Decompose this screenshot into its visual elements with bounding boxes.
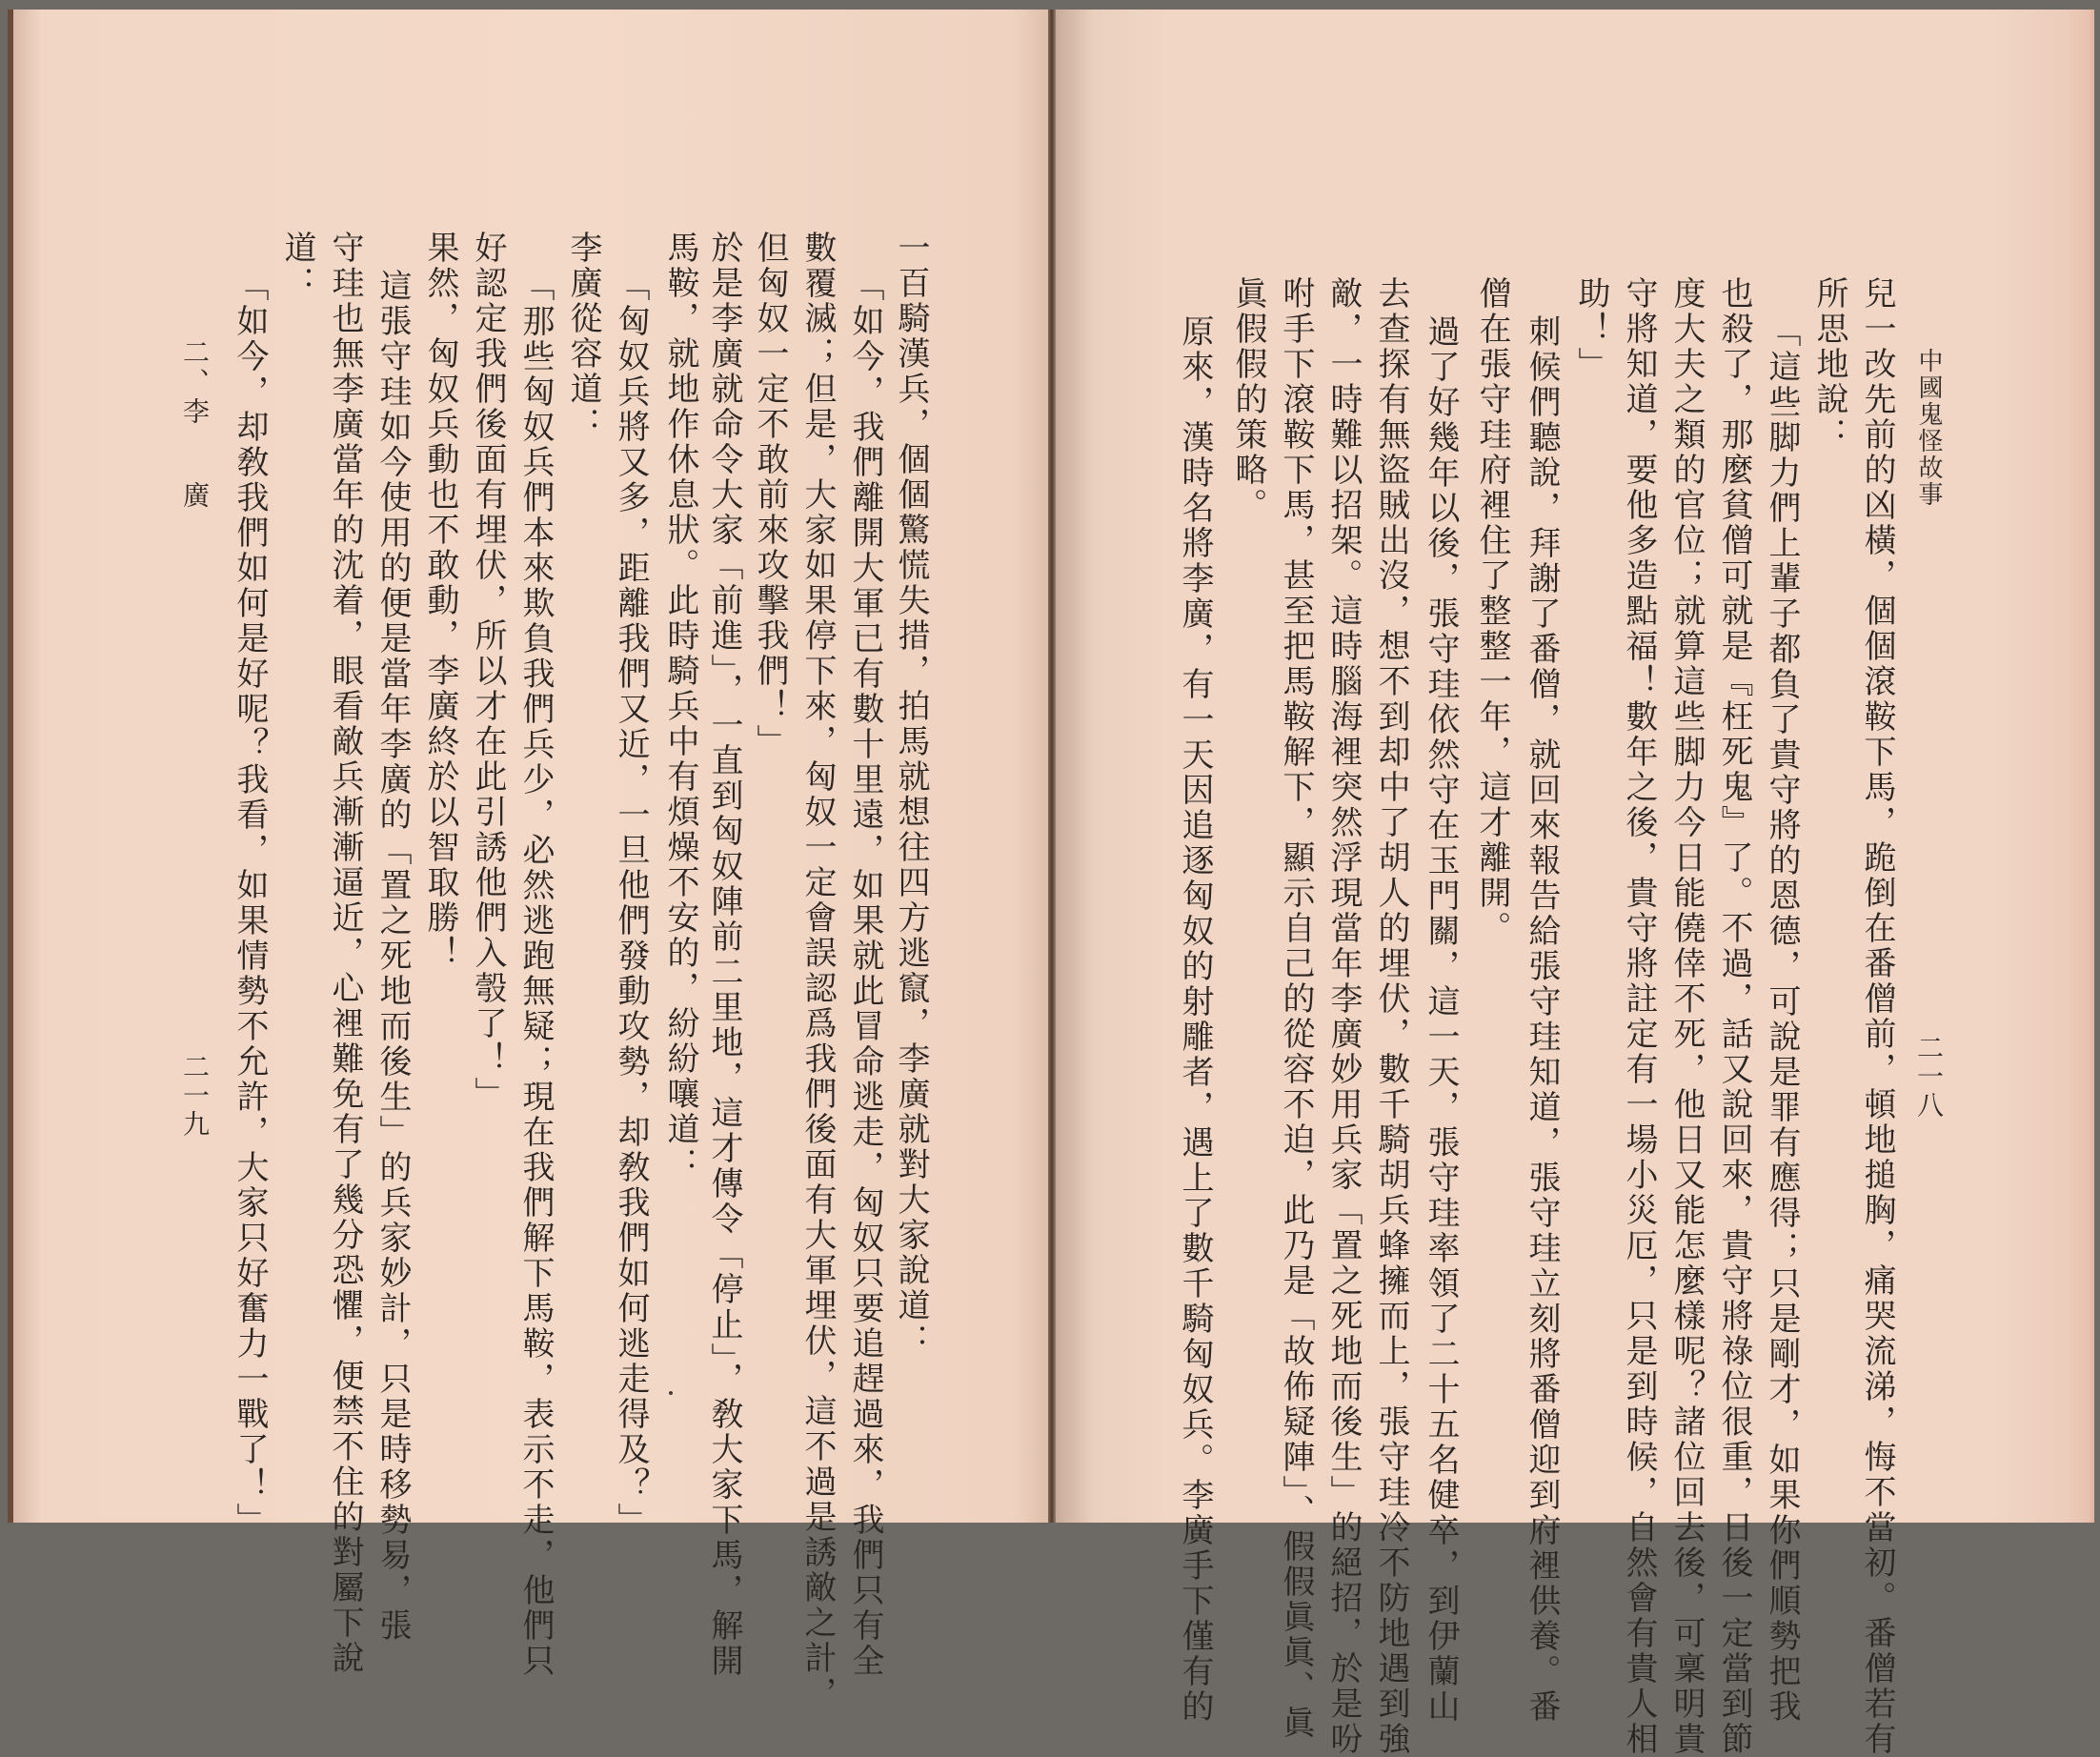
right-page <box>1056 10 2094 1757</box>
text-column: 馬鞍，就地作休息狀。此時騎兵中有煩燥不安的，紛紛嚷道： <box>661 231 699 1182</box>
text-column: 一百騎漢兵，個個驚慌失措，拍馬就想往四方逃竄，李廣就對大家說道： <box>892 231 930 1359</box>
text-column: 也殺了，那麼貧僧可就是『枉死鬼』了。不過，話又說回來，貴守將祿位很重，日後一定當到節 <box>1715 276 1753 1757</box>
text-column: 助！」 <box>1572 276 1610 382</box>
open-book <box>0 10 2100 1757</box>
text-column: 「這些脚力們上輩子都負了貴守將的恩德，可說是罪有應得；只是剛才，如果你們順勢把我 <box>1763 314 1801 1725</box>
chapter-label: 二、李 <box>179 338 211 427</box>
book-spine <box>1048 10 1056 1523</box>
text-column: 原來，漢時名將李廣，有一天因追逐匈奴的射雕者，遇上了數千騎匈奴兵。李廣手下僅有的 <box>1176 314 1214 1725</box>
text-column: 「如今，却敎我們如何是好呢？我看，如果情勢不允許，大家只好奮力一戰了！」 <box>231 269 269 1538</box>
text-column: 敵，一時難以招架。這時腦海裡突然浮現當年李廣妙用兵家「置之死地而後生」的絕招，於是吩 <box>1324 276 1363 1757</box>
text-column: 所思地說： <box>1810 276 1848 453</box>
text-column: 這張守珪如今使用的便是當年李廣的「置之死地而後生」的兵家妙計，只是時移勢易，張 <box>374 269 412 1644</box>
text-column: 刺候們聽說，拜謝了番僧，就回來報告給張守珪知道，張守珪立刻將番僧迎到府裡供養。番 <box>1523 314 1561 1725</box>
text-column: 好認定我們後面有埋伏，所以才在此引誘他們入彀了！」 <box>469 231 507 1112</box>
text-column: 守將知道，要他多造點福！數年之後，貴守將註定有一場小災厄，只是到時候，自然會有貴人相 <box>1620 276 1658 1757</box>
text-column: 但匈奴一定不敢前來攻擊我們！」 <box>751 231 789 759</box>
text-column: 過了好幾年以後，張守珪依然守在玉門關，這一天，張守珪率領了二十五名健卒，到伊蘭山 <box>1422 314 1460 1725</box>
text-column: 數覆滅；但是，大家如果停下來，匈奴一定會誤認爲我們後面有大軍埋伏，這不過是誘敵之計， <box>798 231 837 1711</box>
text-column: 度大夫之類的官位；就算這些脚力今日能僥倖不死，他日又能怎麼樣呢？諸位回去後，可稟明貴 <box>1667 276 1706 1757</box>
page-number: 二一八 <box>1913 1034 1945 1120</box>
text-column: 道： <box>278 231 316 301</box>
page-number: 二一九 <box>179 1053 211 1139</box>
running-title: 中國鬼怪故事 <box>1914 348 1943 508</box>
text-column: 兒一改先前的凶橫，個個滾鞍下馬，跪倒在番僧前，頓地搥胸，痛哭流涕，悔不當初。番僧若有 <box>1858 276 1896 1757</box>
paper-speck <box>669 1391 673 1395</box>
chapter-label-tail: 廣 <box>179 481 211 511</box>
text-column: 「匈奴兵將又多，距離我們又近，一旦他們發動攻勢，却敎我們如何逃走得及？」 <box>612 269 650 1538</box>
text-column: 「如今，我們離開大軍已有數十里遠，如果就此冒命逃走，匈奴只要追趕過來，我們只有全 <box>846 269 884 1679</box>
text-column: 於是李廣就命令大家「前進」，一直到匈奴陣前二里地，這才傳令「停止」，敎大家下馬，解開 <box>705 231 743 1679</box>
left-page <box>8 10 1061 1711</box>
text-column: 果然，匈奴兵動也不敢動，李廣終於以智取勝！ <box>421 231 459 971</box>
text-column: 李廣從容道： <box>564 231 602 442</box>
text-column: 去查探有無盜賊出沒，想不到却中了胡人的埋伏，數千騎胡兵蜂擁而上，張守珪冷不防地遇到強 <box>1372 276 1410 1757</box>
text-column: 眞假假的策略。 <box>1229 276 1267 523</box>
text-column: 咐手下滾鞍下馬，甚至把馬鞍解下，顯示自己的從容不迫，此乃是「故佈疑陣」、假假眞眞、眞 <box>1277 276 1315 1741</box>
text-column: 守珪也無李廣當年的沈着，眼看敵兵漸漸逼近，心裡難免有了幾分恐懼，便禁不住的對屬下說 <box>326 231 364 1676</box>
text-column: 「那些匈奴兵們本來欺負我們兵少，必然逃跑無疑；現在我們解下馬鞍，表示不走，他們只 <box>516 269 555 1679</box>
text-column: 僧在張守珪府裡住了整整一年，這才離開。 <box>1473 276 1511 946</box>
